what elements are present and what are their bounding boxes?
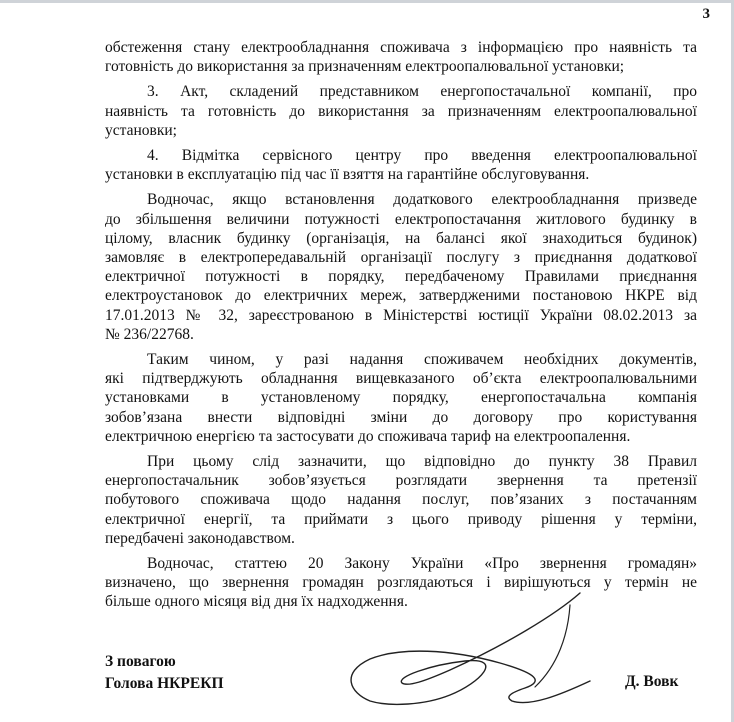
window-frame-top <box>0 0 734 3</box>
text-line: Водночас, якщо встановлення додаткового електрообладнання призведе <box>147 191 697 209</box>
paragraph-item-3 <box>105 82 697 140</box>
text-line: енергопостачальник зобов’язується розглядати звернення та претензії <box>105 472 697 490</box>
paragraph-power-connection <box>105 190 697 344</box>
text-line: електроустановок до електричних мереж, затвердженими постановою НКРЕ від <box>105 287 697 305</box>
handwritten-signature <box>330 585 620 715</box>
text-line: побутового споживача щодо надання послуг, пов’язаних з постачанням <box>105 491 697 509</box>
text-line: зобов’язана внести відповідні зміни до договору про користування <box>105 408 697 426</box>
paragraph-documents <box>105 350 697 446</box>
paragraph-item-4 <box>105 146 697 184</box>
text-line: № 236/22768. <box>105 325 194 343</box>
closing-regards: З повагою <box>105 653 176 670</box>
closing-block <box>105 651 224 695</box>
text-line: цілому, власник будинку (організація, на балансі якої знаходиться будинок) <box>105 229 697 247</box>
text-line: до збільшення величини потужності електропостачання житлового будинку в <box>105 210 697 228</box>
signer-name: Д. Вовк <box>625 673 679 690</box>
text-line: установками в установленому порядку, енергопостачальна компанія <box>105 389 697 407</box>
text-line: електричної потужності в порядку, передбаченому Правилами приєднання <box>105 268 697 286</box>
signer-position: Голова НКРЕКП <box>105 675 224 692</box>
text-line: 17.01.2013 № 32, зареєстрованою в Міністерстві юстиції України 08.02.2013 за <box>105 306 697 324</box>
paragraph-continuation <box>105 38 697 76</box>
text-line: передбачені законодавством. <box>105 529 295 547</box>
text-line: Таким чином, у разі надання споживачем необхідних документів, <box>147 351 697 369</box>
text-line: установки в експлуатацію під час її взяття на гарантійне обслуговування. <box>105 166 590 184</box>
letter-body <box>105 38 697 612</box>
text-line: готовність до використання за призначенням електроопалювальної установки; <box>105 58 625 76</box>
text-line: 4. Відмітка сервісного центру про введення електроопалювальної <box>147 147 697 165</box>
text-line: установки; <box>105 121 177 139</box>
text-line: визначено, що звернення громадян розглядаються і вирішуються у термін не <box>105 574 697 592</box>
text-line: електричною енергією та застосувати до споживача тариф на електроопалення. <box>105 427 631 445</box>
text-line: 3. Акт, складений представником енергопостачальної компанії, про <box>147 83 697 101</box>
text-line: обстеження стану електрообладнання споживача з інформацією про наявність та <box>105 39 697 56</box>
paragraph-rules-38 <box>105 452 697 548</box>
text-line: наявність та готовність до використання за призначенням електроопалювальної <box>105 102 697 120</box>
page-number: 3 <box>702 6 710 22</box>
text-line: які підтверджують обладнання вищевказаного об’єкта електроопалювальними <box>105 370 697 388</box>
text-line: При цьому слід зазначити, що відповідно до пункту 38 Правил <box>147 453 697 471</box>
text-line: електричної енергії, та приймати з цього приводу рішення у терміни, <box>105 510 697 528</box>
text-line: Водночас, статтею 20 Закону України «Про звернення громадян» <box>147 555 697 573</box>
text-line: більше одного місяця від дня їх надходження. <box>105 593 408 611</box>
text-line: замовляє в електропередавальній організації послугу з приєднання додаткової <box>105 249 697 267</box>
